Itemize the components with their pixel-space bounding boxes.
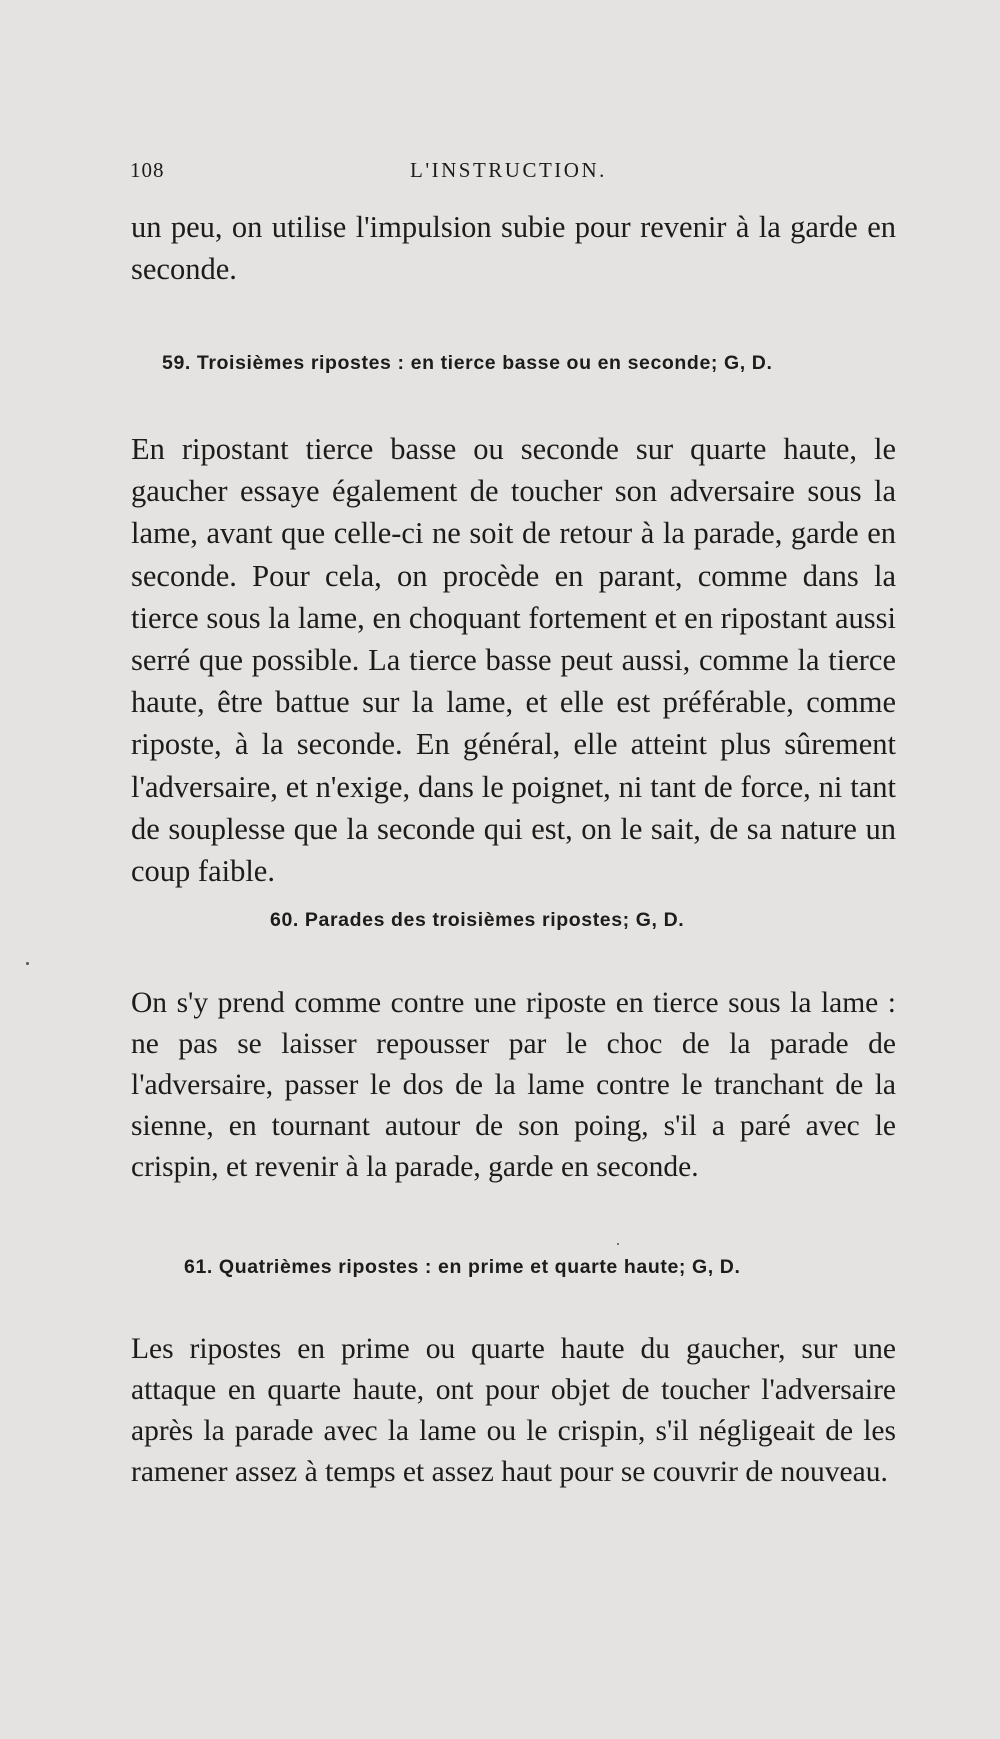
page-header — [130, 158, 890, 188]
page-number: 108 — [130, 158, 165, 182]
section-59-body: En ripostant tierce basse ou seconde sur quarte haute, le gaucher essaye également de toucher son adversaire sous la lame, avant que celle-ci ne soit de retour à la parade, garde en seconde. Pour cela, on procède en parant, comme dans la tierce sous la lame, en choquant fortement et en ripostant aussi serré que possible. La tierce basse peut aussi, comme la tierce haute, être battue sur la lame, et elle est préférable, comme riposte, à la seconde. En général, elle atteint plus sûrement l'adversaire, et n'exige, dans le poignet, ni tant de force, ni tant de souplesse que la seconde qui est, on le sait, de sa nature un coup faible. — [131, 432, 896, 889]
section-61-body: Les ripostes en prime ou quarte haute du gaucher, sur une attaque en quarte haute, ont pour objet de toucher l'adversaire après la parade avec la lame ou le crispin, s'il négligeait de les ramener assez à temps et assez haut pour se couvrir de nouveau. — [131, 1333, 896, 1488]
section-60-body: On s'y prend comme contre une riposte en tierce sous la lame : ne pas se laisser repousser par le choc de la parade de l'adversaire, passer le dos de la lame contre le tranchant de la sienne, en tournant autour de son poing, s'il a paré avec le crispin, et revenir à la parade, garde en seconde. — [131, 987, 896, 1183]
intro-paragraph: un peu, on utilise l'impulsion subie pour revenir à la garde en seconde. — [131, 210, 896, 287]
section-61-heading: 61. Quatrièmes ripostes : en prime et quarte haute; G, D. — [184, 1256, 741, 1278]
section-60-heading: 60. Parades des troisièmes ripostes; G, D. — [270, 909, 685, 931]
section-59-heading: 59. Troisièmes ripostes : en tierce basse ou en seconde; G, D. — [162, 352, 773, 374]
paper-speck — [26, 962, 29, 965]
running-title: L'INSTRUCTION. — [410, 158, 607, 182]
paper-speck — [617, 1243, 619, 1245]
